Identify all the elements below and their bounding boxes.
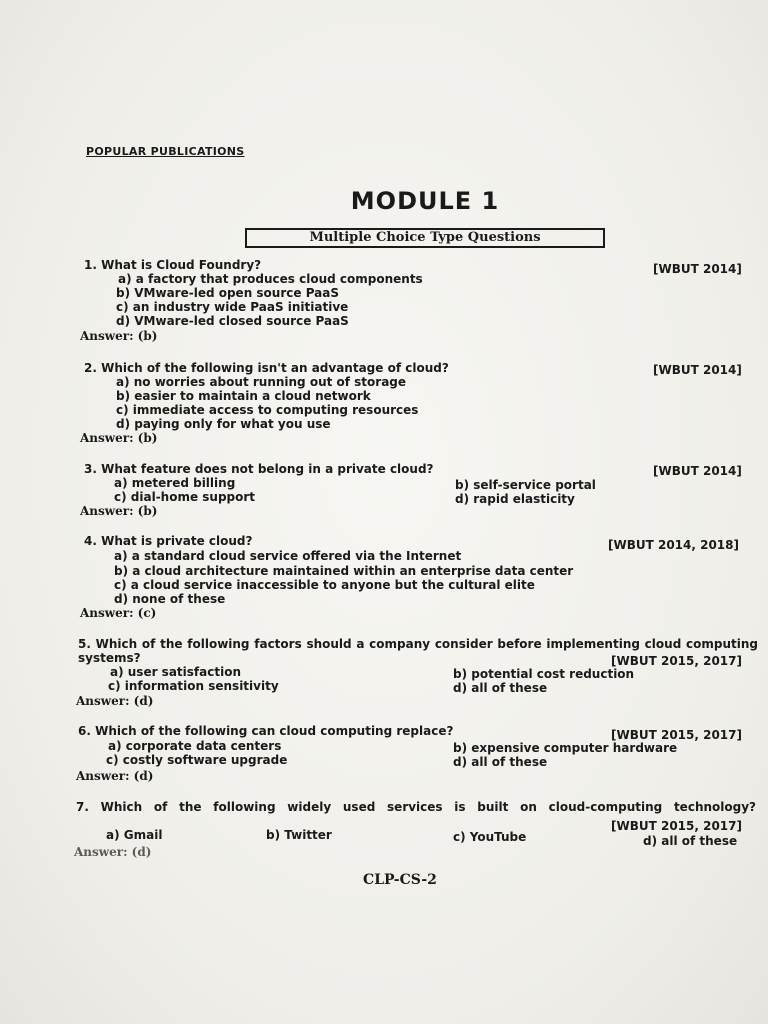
question-text: 2. Which of the following isn't an advantage of cloud?: [84, 361, 449, 375]
question-reference: [WBUT 2015, 2017]: [611, 654, 742, 668]
option-b: b) self-service portal: [455, 478, 596, 492]
section-title-box: Multiple Choice Type Questions: [245, 228, 605, 248]
option-c: c) an industry wide PaaS initiative: [116, 300, 349, 314]
question-text: 1. What is Cloud Foundry?: [84, 258, 262, 272]
page-footer-code: CLP-CS-2: [363, 872, 437, 888]
question-reference: [WBUT 2015, 2017]: [611, 728, 742, 742]
question-reference: [WBUT 2014]: [653, 363, 742, 377]
option-a: a) metered billing: [114, 476, 236, 490]
option-c: c) immediate access to computing resources: [116, 403, 419, 417]
option-c: c) YouTube: [453, 830, 527, 844]
answer: Answer: (d): [74, 845, 152, 859]
option-a: a) a factory that produces cloud components: [118, 272, 423, 286]
answer: Answer: (b): [80, 329, 158, 343]
option-a: a) user satisfaction: [110, 665, 241, 679]
option-d: d) rapid elasticity: [455, 492, 575, 506]
question-text: 4. What is private cloud?: [84, 534, 253, 548]
answer: Answer: (b): [80, 431, 158, 445]
module-title: MODULE 1: [350, 187, 500, 215]
option-d: d) all of these: [453, 681, 548, 695]
option-d: d) all of these: [453, 755, 548, 769]
option-b: b) potential cost reduction: [453, 667, 635, 681]
option-c: c) information sensitivity: [108, 679, 279, 693]
option-b: b) VMware-led open source PaaS: [116, 286, 340, 300]
question-text: 6. Which of the following can cloud computing replace?: [78, 724, 454, 738]
publisher-header: POPULAR PUBLICATIONS: [86, 145, 245, 158]
question-text: 5. Which of the following factors should a company consider before implementing cloud computing systems?: [78, 637, 758, 665]
option-b: b) easier to maintain a cloud network: [116, 389, 371, 403]
question-reference: [WBUT 2015, 2017]: [611, 819, 742, 833]
question-text: 7. Which of the following widely used services is built on cloud-computing technology?: [76, 800, 756, 814]
option-b: b) Twitter: [266, 828, 332, 842]
option-a: a) Gmail: [106, 828, 163, 842]
question-reference: [WBUT 2014]: [653, 464, 742, 478]
question-text: 3. What feature does not belong in a private cloud?: [84, 462, 434, 476]
question-reference: [WBUT 2014]: [653, 262, 742, 276]
option-d: d) paying only for what you use: [116, 417, 331, 431]
option-d: d) all of these: [643, 834, 738, 848]
option-b: b) a cloud architecture maintained within an enterprise data center: [114, 564, 574, 578]
option-c: c) costly software upgrade: [106, 753, 288, 767]
question-reference: [WBUT 2014, 2018]: [608, 538, 739, 552]
option-c: c) a cloud service inaccessible to anyone but the cultural elite: [114, 578, 535, 592]
option-a: a) no worries about running out of storage: [116, 375, 407, 389]
answer: Answer: (d): [76, 769, 154, 783]
option-a: a) a standard cloud service offered via the Internet: [114, 549, 462, 563]
answer: Answer: (d): [76, 694, 154, 708]
answer: Answer: (c): [80, 606, 157, 620]
option-c: c) dial-home support: [114, 490, 256, 504]
option-b: b) expensive computer hardware: [453, 741, 678, 755]
option-d: d) VMware-led closed source PaaS: [116, 314, 349, 328]
option-d: d) none of these: [114, 592, 226, 606]
answer: Answer: (b): [80, 504, 158, 518]
option-a: a) corporate data centers: [108, 739, 282, 753]
